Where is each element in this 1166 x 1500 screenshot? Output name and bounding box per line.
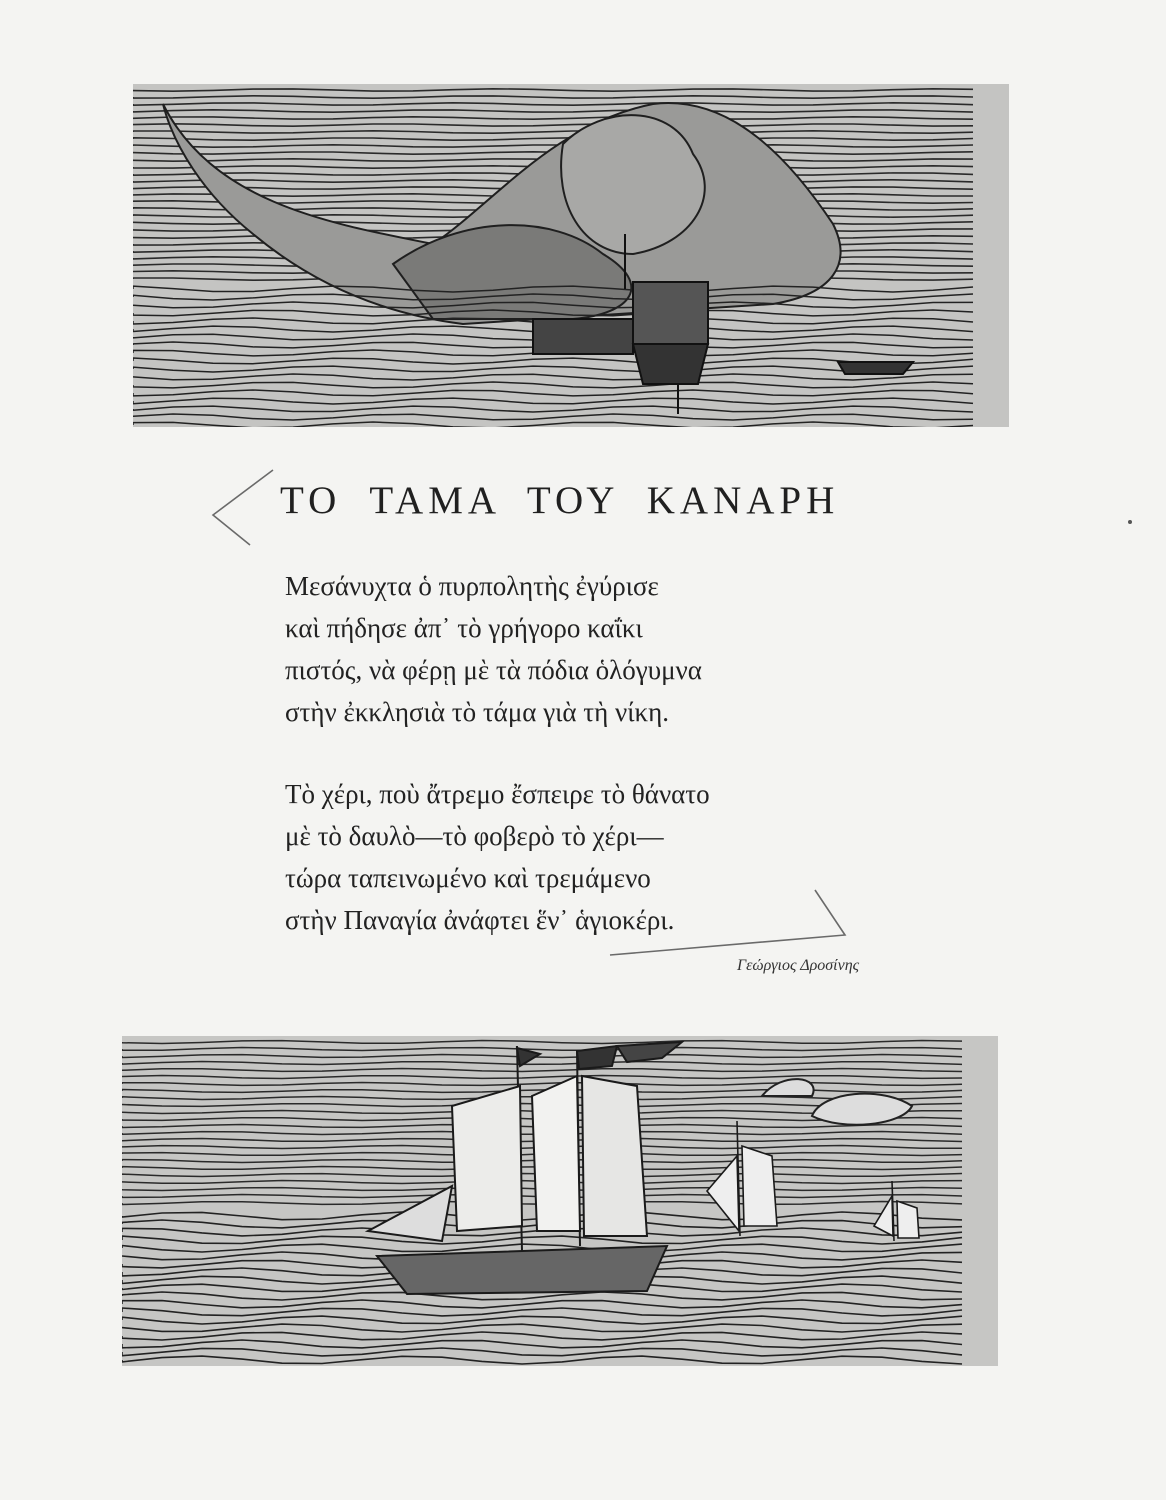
verse-line: στὴν ἐκκλησιὰ τὸ τάμα γιὰ τὴ νίκη. (285, 697, 669, 727)
burning-ship-illustration (133, 84, 1009, 427)
verse-line: μὲ τὸ δαυλὸ—τὸ φοβερὸ τὸ χέρι— (285, 821, 664, 851)
poem-title: ΤΟ ΤΑΜΑ ΤΟΥ ΚΑΝΑΡΗ (280, 479, 840, 522)
verse-line: καὶ πήδησε ἀπ᾽ τὸ γρήγορο καΐκι (285, 613, 643, 643)
verse-line: πιστός, νὰ φέρῃ μὲ τὰ πόδια ὁλόγυμνα (285, 655, 702, 685)
ink-speck (1128, 520, 1132, 524)
stanza-2 (285, 773, 710, 941)
poem-author: Γεώργιος Δροσίνης (737, 957, 860, 974)
verse-line: Μεσάνυχτα ὁ πυρπολητὴς ἐγύρισε (285, 571, 659, 601)
stanza-1 (285, 565, 702, 733)
verse-line: στὴν Παναγία ἀνάφτει ἕν᾽ ἁγιοκέρι. (285, 905, 675, 935)
verse-line: τώρα ταπεινωμένο καὶ τρεμάμενο (285, 863, 651, 893)
verse-line: Τὸ χέρι, ποὺ ἄτρεμο ἔσπειρε τὸ θάνατο (285, 779, 710, 809)
sailing-ships-illustration (122, 1036, 998, 1366)
pencil-mark-left (205, 465, 275, 550)
